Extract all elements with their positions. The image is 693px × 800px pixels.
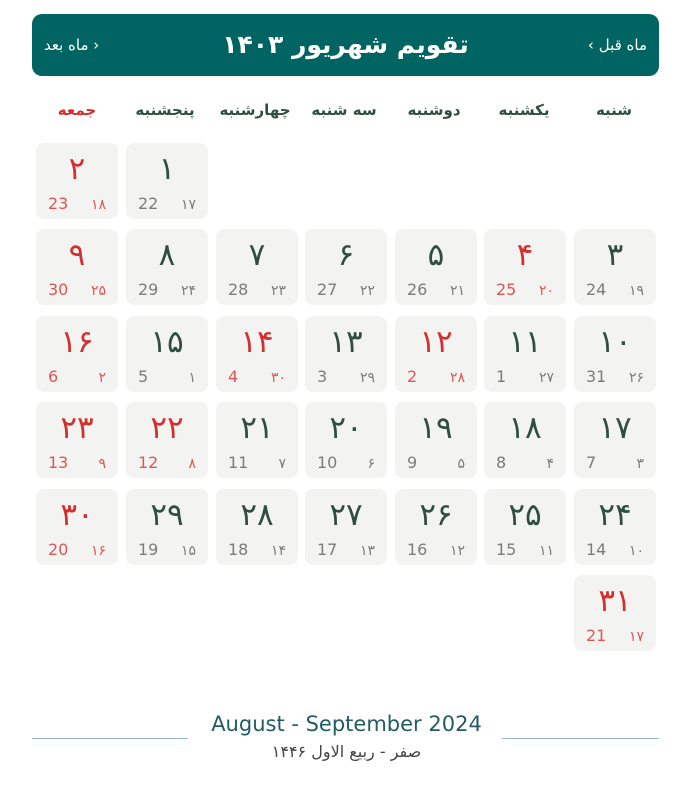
day-cell[interactable] [305,316,387,392]
gregorian-day-number: 30 [48,280,69,299]
persian-day-number: ۲۴ [598,497,632,533]
gregorian-day-number: 19 [138,540,159,559]
gregorian-day-number: 15 [496,540,517,559]
day-cell[interactable] [574,229,656,305]
persian-day-number: ۴ [516,237,534,273]
persian-day-number: ۳۰ [60,497,94,533]
hijri-day-number: ۱۲ [449,543,465,559]
gregorian-day-number: 6 [48,367,59,386]
hijri-day-number: ۲ [98,370,106,386]
gregorian-day-number: 7 [586,453,597,472]
hijri-day-number: ۳۰ [270,370,286,386]
persian-day-number: ۲۱ [240,410,274,446]
gregorian-day-number: 12 [138,453,159,472]
gregorian-day-number: 21 [586,626,607,645]
hijri-day-number: ۲۴ [180,283,196,299]
day-cell[interactable] [126,316,208,392]
gregorian-day-number: 27 [317,280,338,299]
gregorian-day-number: 5 [138,367,149,386]
day-cell[interactable] [395,229,477,305]
persian-day-number: ۲ [68,151,86,187]
persian-day-number: ۲۹ [150,497,184,533]
hijri-day-number: ۲۰ [538,283,554,299]
persian-day-number: ۳ [606,237,624,273]
persian-day-number: ۱۸ [508,410,542,446]
hijri-day-number: ۴ [546,456,554,472]
hijri-day-number: ۳ [636,456,644,472]
weekday-monday: دوشنبه [407,101,461,119]
persian-day-number: ۱۵ [150,324,184,360]
day-cell[interactable] [484,316,566,392]
hijri-day-number: ۱۶ [90,543,106,559]
hijri-day-number: ۷ [278,456,286,472]
persian-day-number: ۱ [158,151,176,187]
hijri-day-number: ۲۹ [359,370,375,386]
gregorian-day-number: 2 [407,367,418,386]
gregorian-day-number: 16 [407,540,428,559]
day-cell[interactable] [36,489,118,565]
hijri-day-number: ۲۱ [449,283,465,299]
footer-divider-left [32,738,188,739]
day-cell[interactable] [574,316,656,392]
weekday-wednesday: چهارشنبه [219,101,291,119]
weekday-friday: جمعه [57,101,97,119]
day-cell[interactable] [126,229,208,305]
hijri-day-number: ۱۷ [628,629,644,645]
day-cell[interactable] [484,402,566,478]
persian-day-number: ۱۷ [598,410,632,446]
persian-day-number: ۱۶ [60,324,94,360]
weekday-sunday: یکشنبه [498,101,550,119]
gregorian-day-number: 25 [496,280,517,299]
next-month-button[interactable]: ماه بعد › [44,36,100,54]
persian-day-number: ۱۹ [419,410,453,446]
hijri-day-number: ۱۹ [628,283,644,299]
weekday-tuesday: سه شنبه [311,101,377,119]
gregorian-day-number: 13 [48,453,69,472]
day-cell[interactable] [36,229,118,305]
persian-day-number: ۸ [158,237,176,273]
weekday-thursday: پنجشنبه [135,101,195,119]
persian-day-number: ۲۳ [60,410,94,446]
persian-day-number: ۲۶ [419,497,453,533]
weekday-saturday: شنبه [595,101,633,119]
page-title: تقویم شهریور ۱۴۰۳ [222,30,469,59]
day-cell[interactable] [36,316,118,392]
persian-day-number: ۱۴ [240,324,274,360]
persian-day-number: ۵ [427,237,445,273]
hijri-day-number: ۱۰ [628,543,644,559]
hijri-day-number: ۱۴ [270,543,286,559]
gregorian-day-number: 14 [586,540,607,559]
gregorian-day-number: 10 [317,453,338,472]
prev-month-button[interactable]: ‹ ماه قبل [587,36,647,54]
gregorian-day-number: 20 [48,540,69,559]
hijri-day-number: ۱ [188,370,196,386]
hijri-month-range: صفر - ربیع الاول ۱۴۴۶ [271,742,422,761]
hijri-day-number: ۸ [188,456,196,472]
persian-day-number: ۳۱ [598,583,632,619]
hijri-day-number: ۱۱ [538,543,554,559]
gregorian-day-number: 28 [228,280,249,299]
day-cell[interactable] [126,143,208,219]
hijri-day-number: ۲۶ [628,370,644,386]
hijri-day-number: ۱۷ [180,197,196,213]
persian-day-number: ۱۳ [329,324,363,360]
gregorian-day-number: 4 [228,367,239,386]
gregorian-day-number: 23 [48,194,69,213]
gregorian-day-number: 9 [407,453,418,472]
hijri-day-number: ۱۵ [180,543,196,559]
hijri-day-number: ۲۸ [449,370,465,386]
hijri-day-number: ۲۷ [538,370,554,386]
gregorian-day-number: 29 [138,280,159,299]
gregorian-day-number: 8 [496,453,507,472]
persian-day-number: ۶ [337,237,355,273]
day-cell[interactable] [305,402,387,478]
day-cell[interactable] [395,316,477,392]
day-cell[interactable] [305,229,387,305]
day-cell[interactable] [216,229,298,305]
day-cell[interactable] [574,575,656,651]
day-cell[interactable] [395,402,477,478]
gregorian-day-number: 18 [228,540,249,559]
hijri-day-number: ۱۳ [359,543,375,559]
day-cell[interactable] [484,489,566,565]
day-cell[interactable] [126,402,208,478]
gregorian-day-number: 26 [407,280,428,299]
persian-day-number: ۱۲ [419,324,453,360]
gregorian-day-number: 31 [586,367,607,386]
gregorian-day-number: 17 [317,540,338,559]
day-cell[interactable] [484,229,566,305]
hijri-day-number: ۵ [457,456,465,472]
gregorian-day-number: 22 [138,194,159,213]
hijri-day-number: ۱۸ [90,197,106,213]
gregorian-month-range: August - September 2024 [211,712,482,736]
day-cell[interactable] [126,489,208,565]
day-cell[interactable] [395,489,477,565]
persian-day-number: ۱۱ [508,324,542,360]
persian-day-number: ۲۲ [150,410,184,446]
gregorian-day-number: 24 [586,280,607,299]
footer-divider-right [502,738,659,739]
persian-day-number: ۹ [68,237,86,273]
gregorian-day-number: 1 [496,367,507,386]
hijri-day-number: ۲۵ [90,283,106,299]
hijri-day-number: ۶ [367,456,375,472]
gregorian-day-number: 11 [228,453,249,472]
day-cell[interactable] [36,143,118,219]
hijri-day-number: ۲۲ [359,283,375,299]
persian-day-number: ۲۸ [240,497,274,533]
day-cell[interactable] [574,489,656,565]
persian-day-number: ۲۵ [508,497,542,533]
day-cell[interactable] [305,489,387,565]
persian-day-number: ۲۰ [329,410,363,446]
day-cell[interactable] [216,402,298,478]
persian-day-number: ۷ [248,237,266,273]
day-cell[interactable] [216,316,298,392]
hijri-day-number: ۲۳ [270,283,286,299]
persian-day-number: ۲۷ [329,497,363,533]
day-cell[interactable] [216,489,298,565]
gregorian-day-number: 3 [317,367,328,386]
day-cell[interactable] [574,402,656,478]
persian-day-number: ۱۰ [598,324,632,360]
hijri-day-number: ۹ [98,456,106,472]
day-cell[interactable] [36,402,118,478]
